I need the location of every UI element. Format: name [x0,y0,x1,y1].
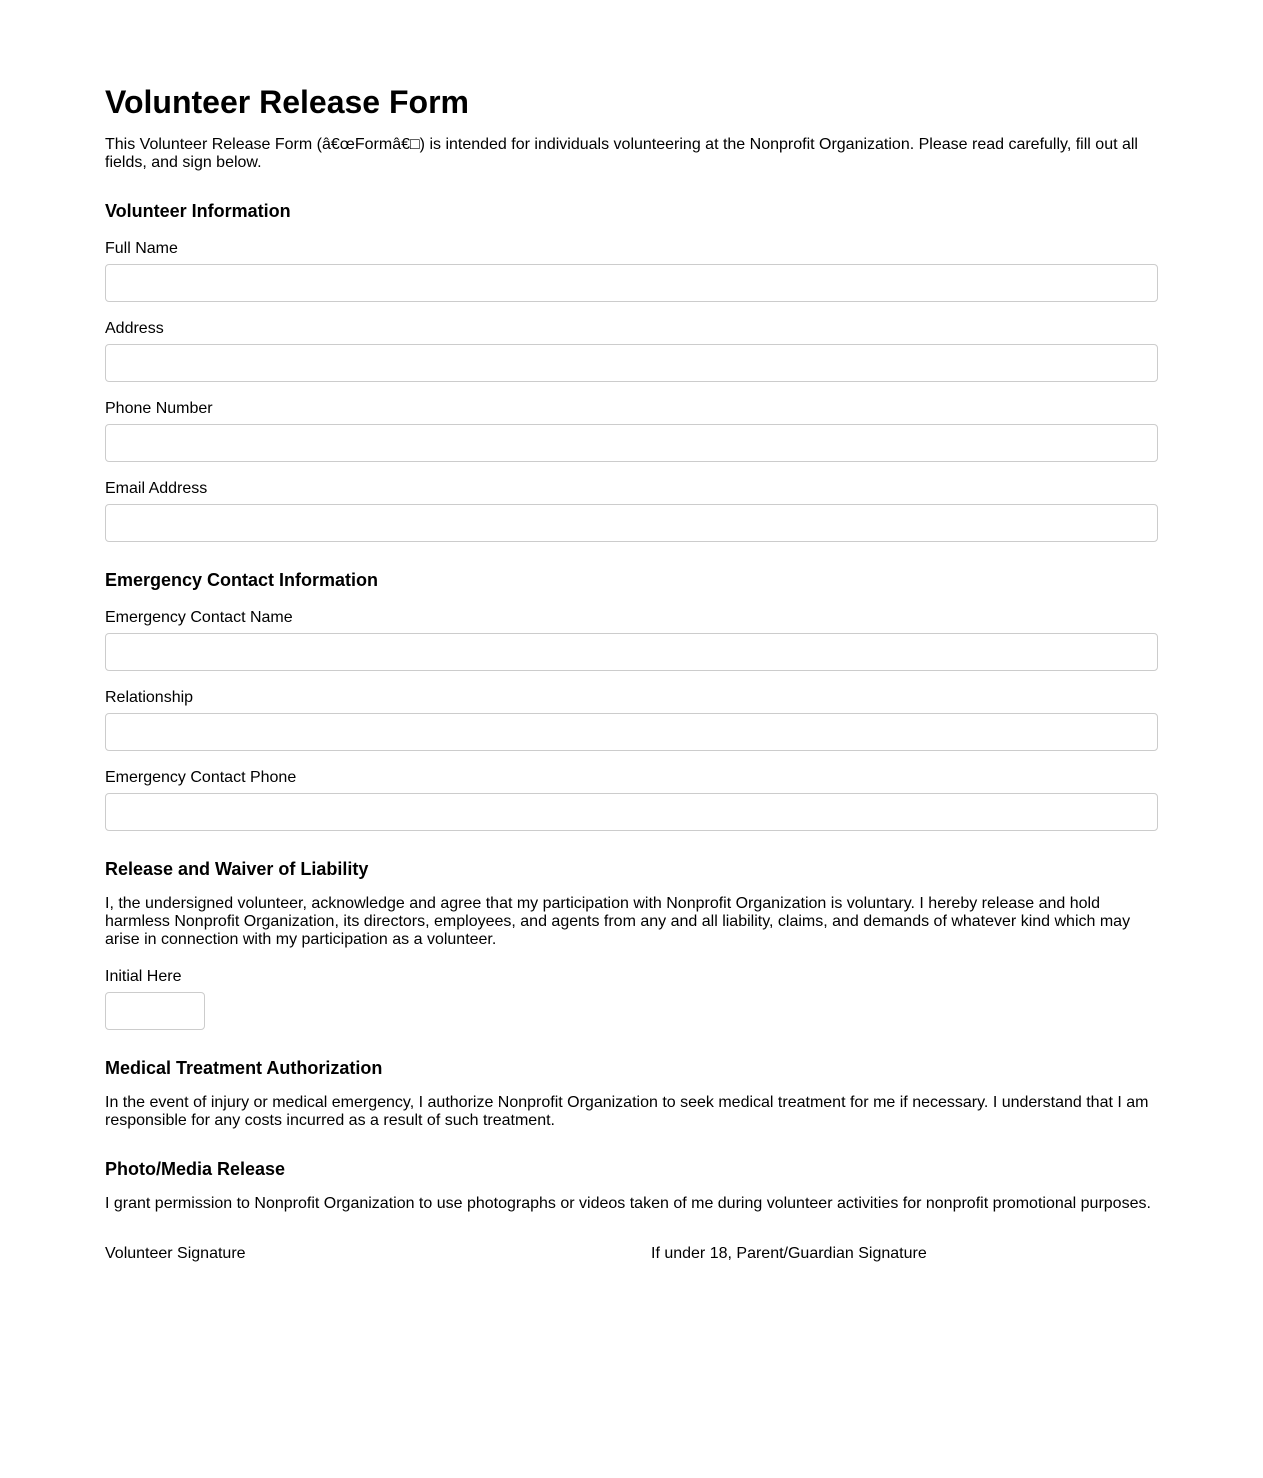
address-input[interactable] [105,344,1158,382]
page-title: Volunteer Release Form [105,84,469,120]
medical-treatment-text: In the event of injury or medical emergency, I authorize Nonprofit Organization to seek medical treatment for me if necessary. I understand that I am responsible for any costs incurred as a result of such treatment. [105,1094,1149,1129]
volunteer-signature-label: Volunteer Signature [105,1245,246,1262]
phone-number-label: Phone Number [105,400,213,417]
section-heading-release-waiver: Release and Waiver of Liability [105,859,369,879]
emergency-contact-name-input[interactable] [105,633,1158,671]
section-heading-volunteer-information: Volunteer Information [105,201,291,221]
initial-input[interactable] [105,992,205,1030]
release-waiver-text: I, the undersigned volunteer, acknowledge and agree that my participation with Nonprofit Organization is voluntary. I hereby release and hold harmless Nonprofit Organization, its directors, employees, and agents from any and all liability, claims, and demands of whatever kind which may arise in connection with my participation as a volunteer. [105,895,1131,948]
section-heading-medical-treatment: Medical Treatment Authorization [105,1058,383,1078]
guardian-signature-label: If under 18, Parent/Guardian Signature [651,1245,927,1262]
section-heading-photo-media: Photo/Media Release [105,1159,286,1179]
emergency-contact-phone-input[interactable] [105,793,1158,831]
emergency-contact-name-label: Emergency Contact Name [105,609,293,626]
email-address-label: Email Address [105,480,208,497]
photo-media-text: I grant permission to Nonprofit Organization to use photographs or videos taken of me during volunteer activities for nonprofit promotional purposes. [105,1195,1151,1212]
relationship-input[interactable] [105,713,1158,751]
phone-number-input[interactable] [105,424,1158,462]
emergency-contact-phone-label: Emergency Contact Phone [105,769,297,786]
email-address-input[interactable] [105,504,1158,542]
full-name-input[interactable] [105,264,1158,302]
full-name-label: Full Name [105,240,178,257]
relationship-label: Relationship [105,689,194,706]
section-heading-emergency-contact: Emergency Contact Information [105,570,379,590]
initial-here-label: Initial Here [105,968,182,985]
intro-text: This Volunteer Release Form (â€œFormâ€□) is intended for individuals volunteering at the Nonprofit Organization. Please read carefully, fill out all fields, and sign below. [105,136,1138,171]
address-label: Address [105,320,164,337]
